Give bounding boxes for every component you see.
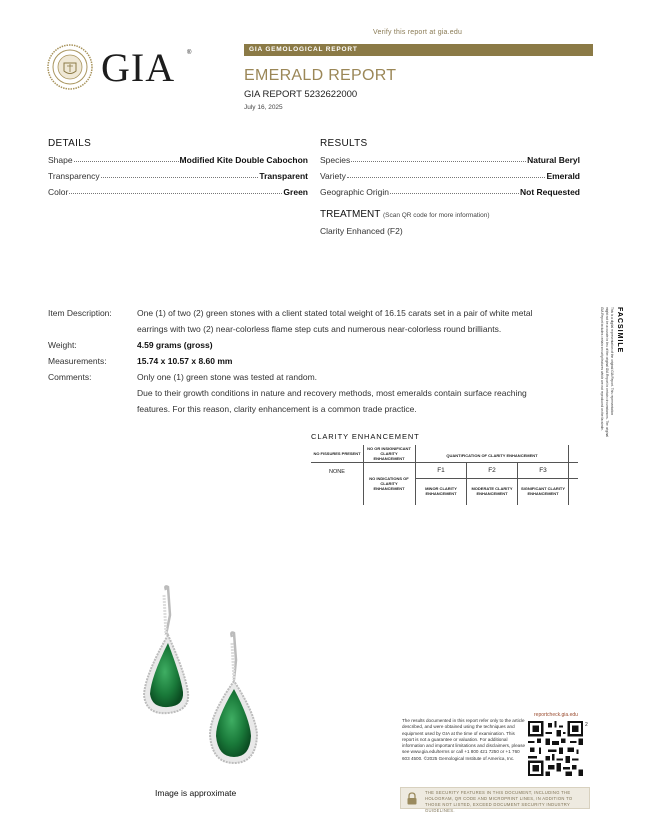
results-row bbox=[320, 149, 580, 165]
earrings-image bbox=[130, 585, 260, 790]
info-row bbox=[48, 369, 583, 385]
spacer bbox=[48, 321, 137, 337]
variety-label: Variety bbox=[320, 171, 346, 181]
clarity-enhancement-scale bbox=[311, 432, 578, 505]
color-value: Green bbox=[283, 187, 308, 197]
comments-line: Due to their growth conditions in nature and recovery methods, most emeralds contain surface reaching bbox=[137, 388, 527, 398]
spacer bbox=[48, 401, 137, 417]
leader-dots bbox=[101, 177, 259, 178]
spacer bbox=[48, 385, 137, 401]
qr-number: 2 bbox=[585, 722, 588, 728]
weight-value: 4.59 grams (gross) bbox=[137, 340, 213, 350]
shape-label: Shape bbox=[48, 155, 73, 165]
comments-line: features. For this reason, clarity enhancement is a common trade practice. bbox=[137, 404, 417, 414]
details-section bbox=[48, 138, 308, 197]
info-row bbox=[48, 321, 583, 337]
info-row bbox=[48, 305, 583, 321]
transparency-value: Transparent bbox=[259, 171, 308, 181]
clarity-title: CLARITY ENHANCEMENT bbox=[311, 432, 420, 441]
results-heading: RESULTS bbox=[320, 138, 368, 149]
qr-code-icon[interactable] bbox=[528, 721, 583, 776]
info-row bbox=[48, 401, 583, 417]
measurements-label: Measurements: bbox=[48, 356, 107, 366]
info-row bbox=[48, 353, 583, 369]
results-row bbox=[320, 181, 580, 197]
disclaimer-text: The results documented in this report refer only to the article described, and were obtained using the techniques and equipment used by GIA at the time of examination. This report is not a guarantee or valuation. For additional information and important limitations and disclaimers, please see www.gia.edu/terms or call +1 800 421 7250 or +1 760 603 4500. ©2025 Gemological Institute of America, Inc. bbox=[402, 718, 526, 761]
color-label: Color bbox=[48, 187, 69, 197]
results-section bbox=[320, 138, 580, 197]
clarity-table bbox=[311, 445, 578, 505]
gia-logo-text: GIA bbox=[101, 45, 176, 90]
info-row bbox=[48, 385, 583, 401]
treatment-value: Clarity Enhanced (F2) bbox=[320, 226, 403, 236]
leader-dots bbox=[390, 193, 519, 194]
details-heading: DETAILS bbox=[48, 138, 92, 149]
treatment-heading bbox=[320, 209, 490, 220]
treatment-title: TREATMENT bbox=[320, 209, 381, 220]
item-description-line: earrings with two (2) near-colorless flame step cuts and numerous near-colorless round brilliants. bbox=[137, 324, 502, 334]
info-row bbox=[48, 337, 583, 353]
facsimile-line-2: might not be accurate in lieu of the original GIA Report in certain circumstances. The original bbox=[605, 307, 609, 437]
leader-dots bbox=[69, 193, 282, 194]
report-number: GIA REPORT 5232622000 bbox=[244, 89, 358, 100]
report-title: EMERALD REPORT bbox=[244, 67, 397, 84]
item-info-section bbox=[48, 305, 583, 417]
facsimile-heading: FACSIMILE bbox=[616, 307, 623, 354]
leader-dots bbox=[347, 177, 546, 178]
item-description-line: One (1) of two (2) green stones with a client stated total weight of 16.15 carats set in a pair of white metal bbox=[137, 308, 533, 318]
image-caption: Image is approximate bbox=[155, 788, 237, 798]
f2-grade: F2 bbox=[488, 466, 496, 474]
gia-seal-icon bbox=[47, 44, 93, 90]
comments-line: Only one (1) green stone was tested at random. bbox=[137, 372, 318, 382]
facsimile-line-1: This is a digital representation of the original GIA Report. This representation bbox=[610, 307, 614, 416]
none-cell: NONE bbox=[329, 468, 345, 475]
no-enhancement-header: NO OR INSIGNIFICANT CLARITY ENHANCEMENT bbox=[367, 446, 411, 461]
details-row bbox=[48, 149, 308, 165]
report-date: July 16, 2025 bbox=[244, 104, 283, 111]
f1-description: MINOR CLARITY ENHANCEMENT bbox=[425, 486, 457, 496]
no-fissures-header: NO FISSURES PRESENT bbox=[313, 451, 361, 456]
item-description-label: Item Description: bbox=[48, 308, 112, 318]
leader-dots bbox=[351, 161, 526, 162]
species-value: Natural Beryl bbox=[527, 155, 580, 165]
treatment-note: (Scan QR code for more information) bbox=[382, 212, 490, 219]
variety-value: Emerald bbox=[546, 171, 580, 181]
transparency-label: Transparency bbox=[48, 171, 100, 181]
quantification-header: QUANTIFICATION OF CLARITY ENHANCEMENT bbox=[446, 452, 538, 458]
f3-grade: F3 bbox=[539, 466, 547, 474]
measurements-value: 15.74 x 10.57 x 8.60 mm bbox=[137, 356, 233, 366]
species-label: Species bbox=[320, 155, 351, 165]
no-indications-cell: NO INDICATIONS OF CLARITY ENHANCEMENT bbox=[369, 475, 409, 491]
verify-link[interactable]: Verify this report at gia.edu bbox=[373, 29, 463, 36]
registered-mark: ® bbox=[187, 50, 192, 56]
lock-icon bbox=[406, 792, 418, 805]
f2-description: MODERATE CLARITY ENHANCEMENT bbox=[471, 486, 513, 496]
facsimile-notice bbox=[598, 305, 628, 545]
security-text: THE SECURITY FEATURES IN THIS DOCUMENT, INCLUDING THE HOLOGRAM, QR CODE AND MICROPRINT LINES, IN ADDITION TO THOSE NOT LISTED, EXCEED DOCUMENT SECURITY INDUSTRY GUIDELINES. bbox=[425, 790, 573, 813]
report-banner: GIA GEMOLOGICAL REPORT bbox=[244, 44, 593, 56]
leader-dots bbox=[74, 161, 179, 162]
shape-value: Modified Kite Double Cabochon bbox=[179, 155, 308, 165]
details-row bbox=[48, 165, 308, 181]
reportcheck-link[interactable]: reportcheck.gia.edu bbox=[534, 712, 578, 718]
results-row bbox=[320, 165, 580, 181]
f3-description: SIGNIFICANT CLARITY ENHANCEMENT bbox=[521, 486, 565, 496]
comments-label: Comments: bbox=[48, 372, 92, 382]
f1-grade: F1 bbox=[437, 466, 445, 474]
details-row bbox=[48, 181, 308, 197]
origin-value: Not Requested bbox=[520, 187, 580, 197]
weight-label: Weight: bbox=[48, 340, 77, 350]
origin-label: Geographic Origin bbox=[320, 187, 389, 197]
facsimile-line-3: GIA Report includes certain security features which are not reproduced on the facsimile. bbox=[600, 307, 604, 431]
